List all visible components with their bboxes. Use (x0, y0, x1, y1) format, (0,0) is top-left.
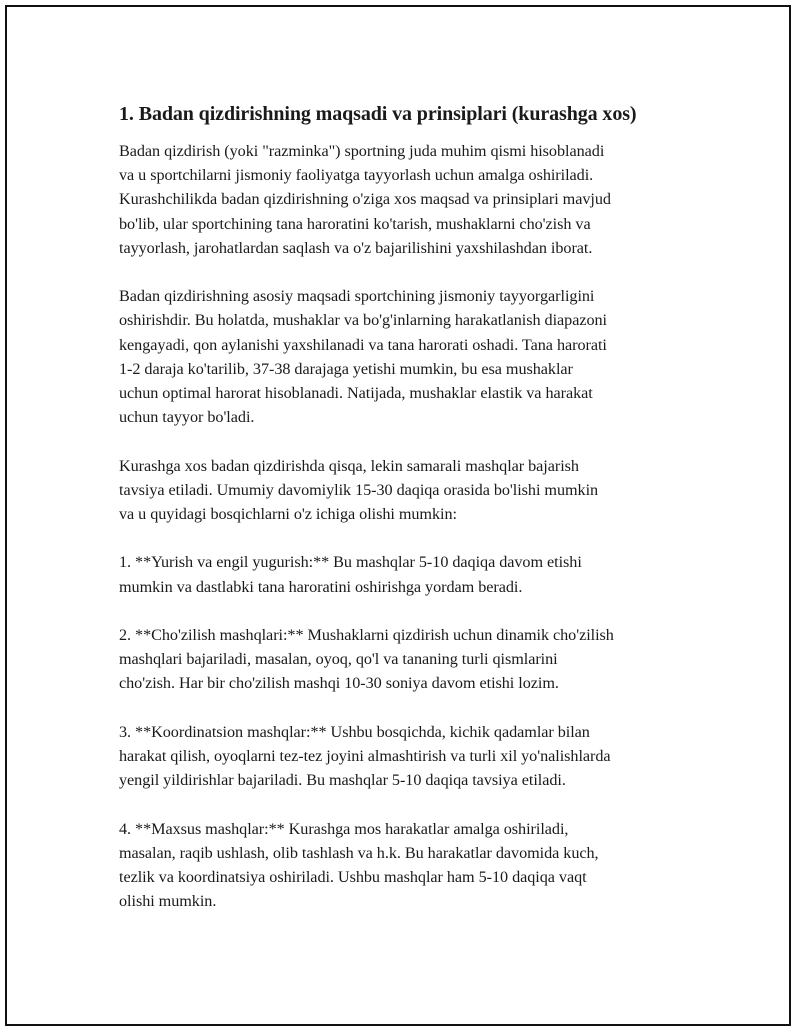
paragraph-gap (119, 599, 699, 623)
text-line: yengil yildirishlar bajariladi. Bu mashqlar 5-10 daqiqa tavsiya etiladi. (119, 771, 566, 790)
paragraph-gap (119, 526, 699, 550)
paragraph-gap (119, 429, 699, 453)
paragraph (119, 454, 699, 527)
text-line: 1-2 daraja ko'tarilib, 37-38 darajaga yetishi mumkin, bu esa mushaklar (119, 359, 573, 378)
text-line: tavsiya etiladi. Umumiy davomiylik 15-30 daqiqa orasida bo'lishi mumkin (119, 480, 599, 499)
section-heading: 1. Badan qizdirishning maqsadi va prinsiplari (kurashga xos) (119, 103, 637, 125)
paragraph-gap (119, 260, 699, 284)
text-line: Kurashga xos badan qizdirishda qisqa, lekin samarali mashqlar bajarish (119, 456, 579, 475)
text-line: uchun tayyor bo'ladi. (119, 408, 255, 427)
text-line: mashqlari bajariladi, masalan, oyoq, qo'l va tananing turli qismlarini (119, 650, 558, 669)
paragraph (119, 284, 699, 429)
text-line: Kurashchilikda badan qizdirishning o'ziga xos maqsad va prinsiplari mavjud (119, 190, 611, 209)
text-line: mumkin va dastlabki tana haroratini oshirishga yordam beradi. (119, 577, 523, 596)
paragraph (119, 817, 699, 914)
document-content (119, 100, 699, 913)
text-line: tezlik va koordinatsiya oshiriladi. Ushbu mashqlar ham 5-10 daqiqa vaqt (119, 868, 587, 886)
text-line: cho'zish. Har bir cho'zilish mashqi 10-30 soniya davom etishi lozim. (119, 674, 559, 693)
text-line: 3. **Koordinatsion mashqlar:** Ushbu bosqichda, kichik qadamlar bilan (119, 722, 590, 741)
paragraph (119, 139, 699, 260)
text-line: bo'lib, ular sportchining tana haroratini ko'tarish, mushaklarni cho'zish va (119, 214, 591, 233)
paragraph (119, 550, 699, 598)
paragraph-gap (119, 696, 699, 720)
text-line: olishi mumkin. (119, 892, 217, 911)
text-line: masalan, raqib ushlash, olib tashlash va h.k. Bu harakatlar davomida kuch, (119, 843, 599, 862)
text-line: kengayadi, qon aylanishi yaxshilanadi va tana harorati oshadi. Tana harorati (119, 335, 607, 354)
text-line: 2. **Cho'zilish mashqlari:** Mushaklarni qizdirish uchun dinamik cho'zilish (119, 626, 614, 644)
text-line: 1. **Yurish va engil yugurish:** Bu mashqlar 5-10 daqiqa davom etishi (119, 553, 582, 572)
paragraph-gap (119, 792, 699, 816)
text-line: tayyorlash, jarohatlardan saqlash va o'z bajarilishini yaxshilashdan iborat. (119, 238, 593, 257)
text-line: harakat qilish, oyoqlarni tez-tez joyini almashtirish va turli xil yo'nalishlarda (119, 747, 611, 765)
text-line: va u sportchilarni jismoniy faoliyatga tayyorlash uchun amalga oshiriladi. (119, 166, 594, 185)
text-line: uchun optimal harorat hisoblanadi. Natijada, mushaklar elastik va harakat (119, 384, 593, 403)
text-line: va u quyidagi bosqichlarni o'z ichiga olishi mumkin: (119, 505, 457, 524)
paragraph (119, 720, 699, 793)
body-text (119, 139, 699, 913)
text-line: Badan qizdirish (yoki "razminka") sportning juda muhim qismi hisoblanadi (119, 142, 605, 160)
document-page (5, 5, 791, 1026)
text-line: 4. **Maxsus mashqlar:** Kurashga mos harakatlar amalga oshiriladi, (119, 819, 569, 838)
text-line: Badan qizdirishning asosiy maqsadi sportchining jismoniy tayyorgarligini (119, 287, 595, 306)
text-line: oshirishdir. Bu holatda, mushaklar va bo'g'inlarning harakatlanish diapazoni (119, 311, 607, 330)
paragraph (119, 623, 699, 696)
